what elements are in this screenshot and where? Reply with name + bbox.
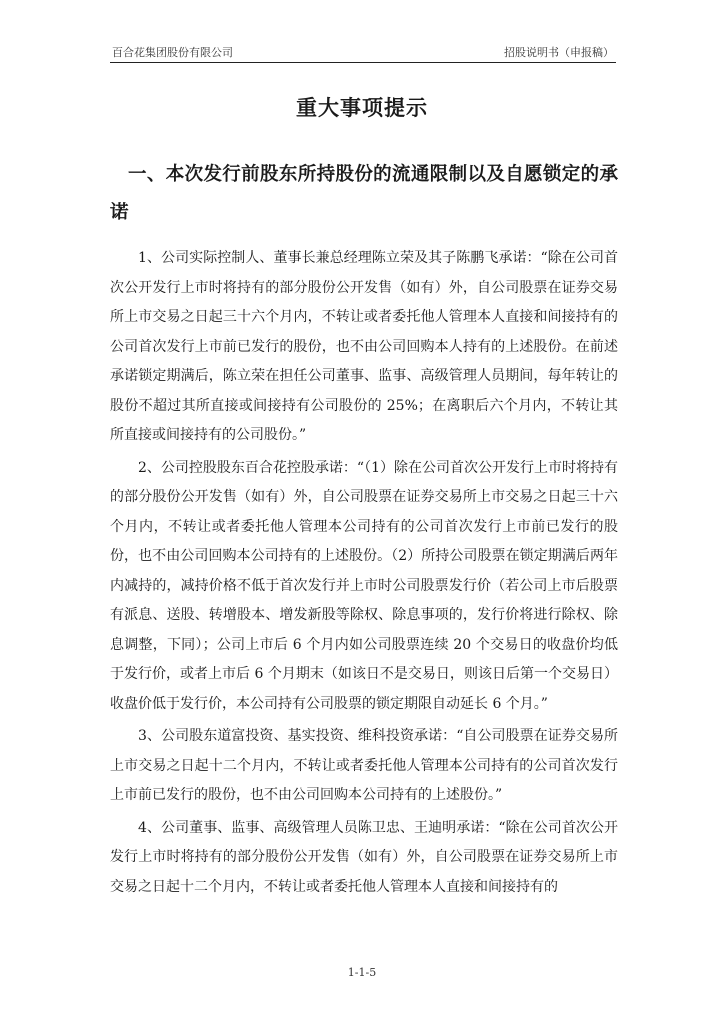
document-body bbox=[110, 244, 618, 905]
paragraph-4: 4、公司董事、监事、高级管理人员陈卫忠、王迪明承诺：“除在公司首次公开发行上市时将持有的部分股份公开发售（如有）外，自公司股票在证券交易所上市交易之日起十二个月内，不转让或者委托他人管理本人直接和间接持有的 bbox=[110, 819, 618, 895]
header-company-name: 百合花集团股份有限公司 bbox=[112, 46, 233, 59]
section-heading: 一、本次发行前股东所持股份的流通限制以及自愿锁定的承诺 bbox=[110, 164, 618, 223]
header-document-type: 招股说明书（申报稿） bbox=[504, 46, 614, 59]
paragraph-3: 3、公司股东道富投资、基实投资、维科投资承诺：“自公司股票在证券交易所上市交易之日起十二个月内，不转让或者委托他人管理本公司持有的公司首次发行上市前已发行的股份，也不由公司回购本公司持有的上述股份。” bbox=[110, 728, 618, 803]
paragraph-2: 2、公司控股股东百合花控股承诺：“（1）除在公司首次公开发行上市时将持有的部分股份公开发售（如有）外，自公司股票在证券交易所上市交易之日起三十六个月内，不转让或者委托他人管理本公司持有的公司首次发行上市前已发行的股份，也不由公司回购本公司持有的上述股份。（2）所持公司股票在锁定期满后两年内减持的，减持价格不低于首次发行并上市时公司股票发行价（若公司上市后股票有派息、送股、转增股本、增发新股等除权、除息事项的，发行价将进行除权、除息调整，下同）；公司上市后 6 个月内如公司股票连续 20 个交易日的收盘价均低于发行价，或者上市后 6 个月期末（如该日不是交易日，则该日后第一个交易日）收盘价低于发行价，本公司持有公司股票的锁定期限自动延长 6 个月。” bbox=[110, 459, 618, 712]
page-title: 重大事项提示 bbox=[296, 96, 428, 120]
page-number: 1-1-5 bbox=[347, 966, 377, 979]
paragraph-1: 1、公司实际控制人、董事长兼总经理陈立荣及其子陈鹏飞承诺：“除在公司首次公开发行上市时将持有的部分股份公开发售（如有）外，自公司股票在证券交易所上市交易之日起三十六个月内，不转让或者委托他人管理本人直接和间接持有的公司首次发行上市前已发行的股份，也不由公司回购本人持有的上述股份。在前述承诺锁定期满后，陈立荣在担任公司董事、监事、高级管理人员期间，每年转让的股份不超过其所直接或间接持有公司股份的 25%；在离职后六个月内，不转让其所直接或间接持有的公司股份。” bbox=[110, 250, 618, 443]
page-header bbox=[110, 40, 616, 63]
